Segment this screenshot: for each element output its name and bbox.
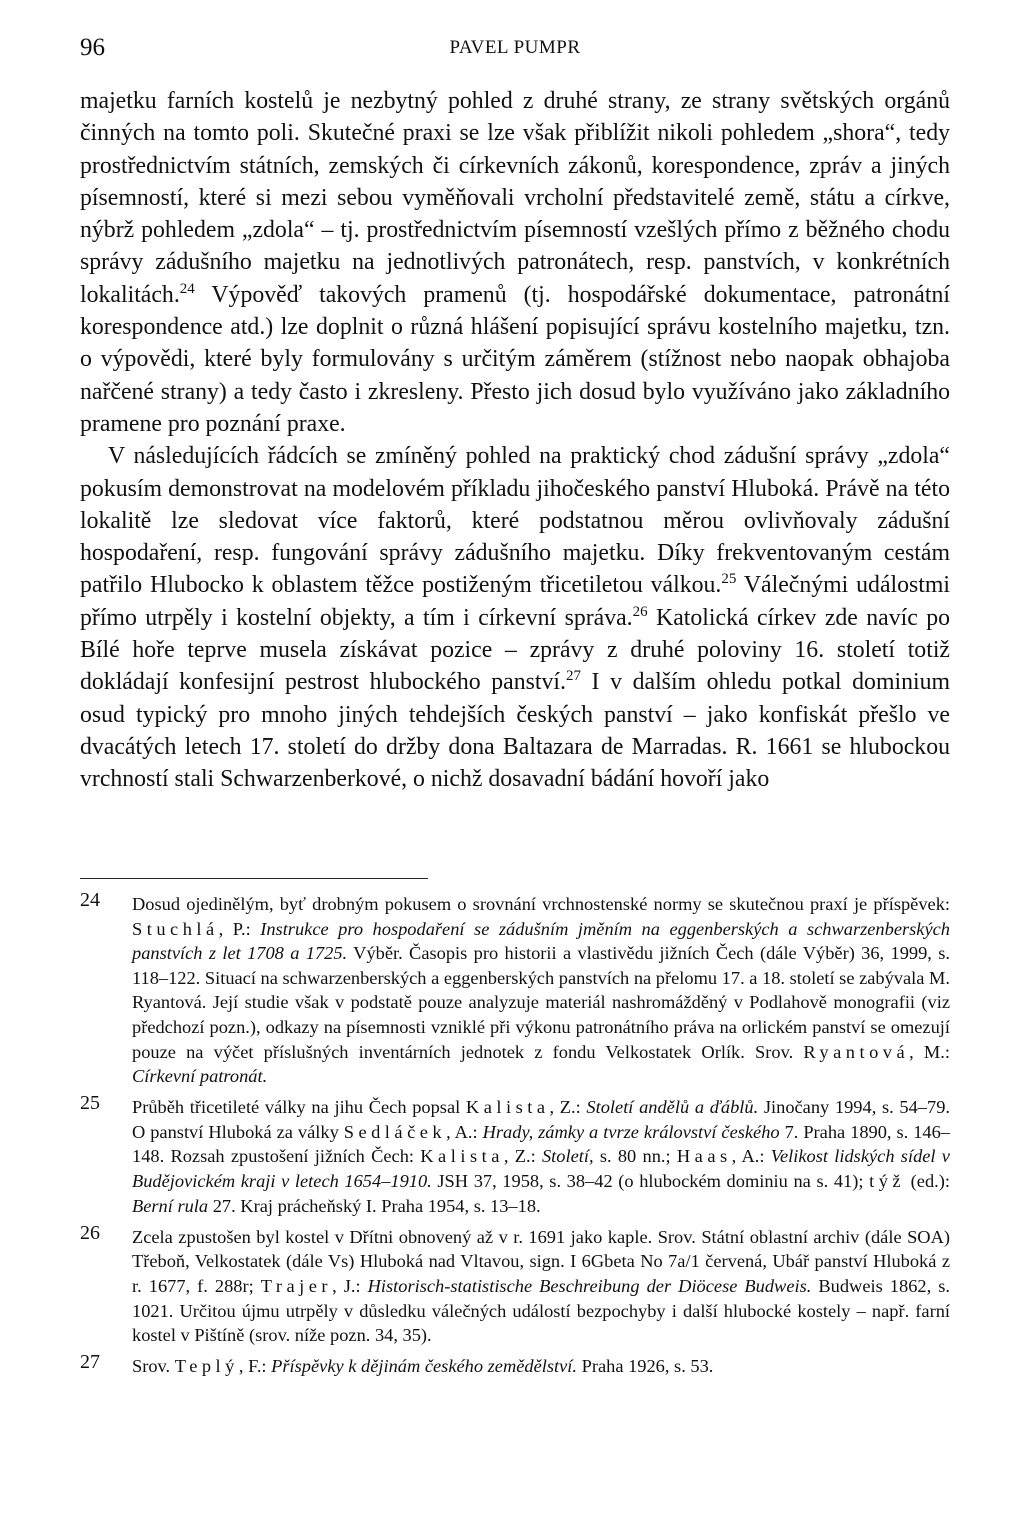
work-title: Příspěvky k dějinám českého zemědělství.	[271, 1356, 578, 1377]
text-span: majetku farních kostelů je nezbytný pohled z druhé strany, ze strany světských orgánů činných na tomto poli. Skutečné praxi se lze však přiblížit nikoli pohledem „shora“, tedy prostřednictvím státních, zemských či církevních zákonů, korespondence, zpráv a jiných písemností, které si mezi sebou vyměňovali vrcholní představitelé země, státu a církve, nýbrž pohledem „zdola“ – tj. prostřednictvím písemností vzešlých přímo z běžného chodu správy zádušního majetku na jednotlivých patronátech, resp. panstvích, v konkrétních lokalitách.	[80, 88, 950, 308]
footnote-separator	[80, 878, 428, 879]
page-header	[80, 34, 950, 64]
work-title: Velikost lidských sídel v Budějovickém kraji v letech 1654–1910.	[132, 1146, 950, 1192]
text-span: V následujících řádcích se zmíněný pohled na praktický chod zádušní správy „zdola“ pokusím demonstrovat na modelovém příkladu jihočeského panství Hluboká. Právě na této lokalitě lze sledovat více faktorů, které podstatnou měrou ovlivňovaly zádušní hospodaření, resp. fungování správy zádušního majetku. Díky frekventovaným cestám patřilo Hlubocko k oblastem těžce postiženým třicetiletou válkou.	[80, 443, 950, 599]
footnote-ref-25: 25	[721, 571, 737, 588]
footnote-27	[80, 1351, 950, 1379]
author-name: Ryantová	[803, 1041, 910, 1062]
text-span: Katolická církev zde navíc po Bílé hoře teprve musela získávat pozice – zprávy z druhé poloviny 16. století totiž dokládají konfesijní pestrost hlubockého panství.	[80, 604, 951, 696]
footnote-24	[80, 889, 950, 1089]
author-name: týž	[869, 1171, 906, 1192]
footnote-text: , P.:	[218, 918, 261, 939]
body-text	[80, 85, 950, 796]
footnote-text: , Z.:	[549, 1097, 587, 1118]
author-name: Kalista	[465, 1097, 550, 1118]
running-head: PAVEL PUMPR	[449, 37, 581, 58]
author-name: Haas	[676, 1146, 732, 1167]
work-title: Století andělů a ďáblů.	[586, 1097, 759, 1118]
footnote-ref-26: 26	[632, 603, 648, 620]
footnote-25	[80, 1092, 950, 1218]
author-name: Kalista	[420, 1146, 504, 1167]
footnote-text: (ed.):	[905, 1171, 950, 1192]
footnote-text: 7. Praha 1890, s. 146–148. Rozsah zpustošení jižních Čech:	[132, 1121, 950, 1167]
footnote-text: , J.:	[332, 1275, 368, 1296]
work-title: Století,	[541, 1146, 594, 1167]
footnote-text: Praha 1926, s. 53.	[577, 1356, 714, 1377]
work-title: Hrady, zámky a tvrze království českého	[482, 1121, 780, 1142]
author-name: Sedláček	[343, 1121, 447, 1142]
work-title: Církevní patronát.	[132, 1066, 268, 1087]
footnotes	[80, 889, 950, 1385]
footnote-text: , M.:	[909, 1041, 950, 1062]
footnote-text: s. 80 nn.;	[593, 1146, 677, 1167]
footnote-text: Srov.	[132, 1356, 175, 1377]
paragraph-2	[80, 440, 950, 795]
page-number: 96	[80, 34, 105, 61]
footnote-text: Dosud ojedinělým, byť drobným pokusem o srovnání vrchnostenské normy se skutečnou praxí je příspěvek:	[132, 894, 950, 914]
author-name: Trajer	[260, 1275, 333, 1296]
work-title: Historisch-statistische Beschreibung der Diöcese Budweis.	[367, 1275, 812, 1296]
text-span: Válečnými událostmi přímo utrpěly i kostelní objekty, a tím i církevní správa.	[80, 572, 951, 631]
footnote-ref-27: 27	[565, 668, 581, 685]
footnote-text: Výběr. Časopis pro historii a vlastivědu jižních Čech (dále Výběr) 36, 1999, s. 118–122. Situací na schwarzenberských a eggenberských panstvích na přelomu 17. a 18. století se zabývala M. Ryantová. Její studie však v podstatě pouze analyzuje materiál nashromážděný v Podlahově monografii (viz předchozí pozn.), odkazy na písemnosti vzniklé při výkonu patronátního práva na orlickém panství se omezují pouze na výčet příslušných inventárních jednotek z fondu Velkostatek Orlík. Srov.	[132, 943, 950, 1062]
footnote-number: 24	[80, 889, 100, 911]
author-name: Stuchlá	[132, 918, 219, 939]
footnote-text: Zcela zpustošen byl kostel v Dřítni obnovený až v r. 1691 jako kaple. Srov. Státní oblastní archiv (dále SOA) Třeboň, Velkostatek (dále Vs) Hluboká nad Vltavou, sign. I 6Gbeta No 7a/1 červená, Ubář panství Hluboká z r. 1677, f. 288r;	[132, 1226, 950, 1296]
footnote-text: Průběh třicetileté války na jihu Čech popsal	[132, 1097, 466, 1118]
footnote-number: 27	[80, 1351, 100, 1374]
footnote-number: 26	[80, 1221, 100, 1244]
work-title: Instrukce pro hospodaření se zádušním jměním na eggenberských a schwarzenberských panstvích z let 1708 a 1725.	[132, 918, 950, 964]
text-span: Výpověď takových pramenů (tj. hospodářské dokumentace, patronátní korespondence atd.) lze doplnit o různá hlášení popisující správu kostelního majetku, tzn. o výpovědi, které byly formulovány s určitým záměrem (stížnost nebo naopak obhajoba nařčené strany) a tedy často i zkresleny. Přesto jich dosud bylo využíváno jako základního pramene pro poznání praxe.	[80, 281, 950, 437]
work-title: Berní rula	[132, 1195, 209, 1216]
text-span: I v dalším ohledu potkal dominium osud typický pro mnoho jiných tehdejších českých panství – jako konfiskát přešlo ve dvacátých letech 17. století do držby dona Baltazara de Marradas. R. 1661 se hlubockou vrchností stali Schwarzenberkové, o nichž dosavadní bádání hovoří jako	[80, 669, 950, 793]
author-name: Teplý	[174, 1356, 239, 1377]
footnote-26	[80, 1221, 950, 1348]
footnote-number: 25	[80, 1092, 100, 1115]
footnote-text: Budweis 1862, s. 1021. Určitou újmu utrpěly v důsledku válečných událostí bezpochyby i další hlubocké kostely – např. farní kostel v Pištíně (srov. níže pozn. 34, 35).	[132, 1275, 950, 1346]
footnote-text: 27. Kraj prácheňský I. Praha 1954, s. 13–18.	[208, 1195, 541, 1216]
footnote-text: , A.:	[446, 1121, 483, 1142]
paragraph-1	[80, 85, 950, 440]
footnote-text: JSH 37, 1958, s. 38–42 (o hlubockém dominiu na s. 41);	[431, 1171, 870, 1192]
footnote-text: , Z.:	[503, 1146, 542, 1167]
footnote-ref-24: 24	[179, 280, 195, 297]
footnote-text: , F.:	[238, 1356, 272, 1377]
footnote-text: , A.:	[731, 1146, 771, 1167]
footnote-text: Jinočany 1994, s. 54–79. O panství Hluboká za války	[132, 1097, 950, 1142]
